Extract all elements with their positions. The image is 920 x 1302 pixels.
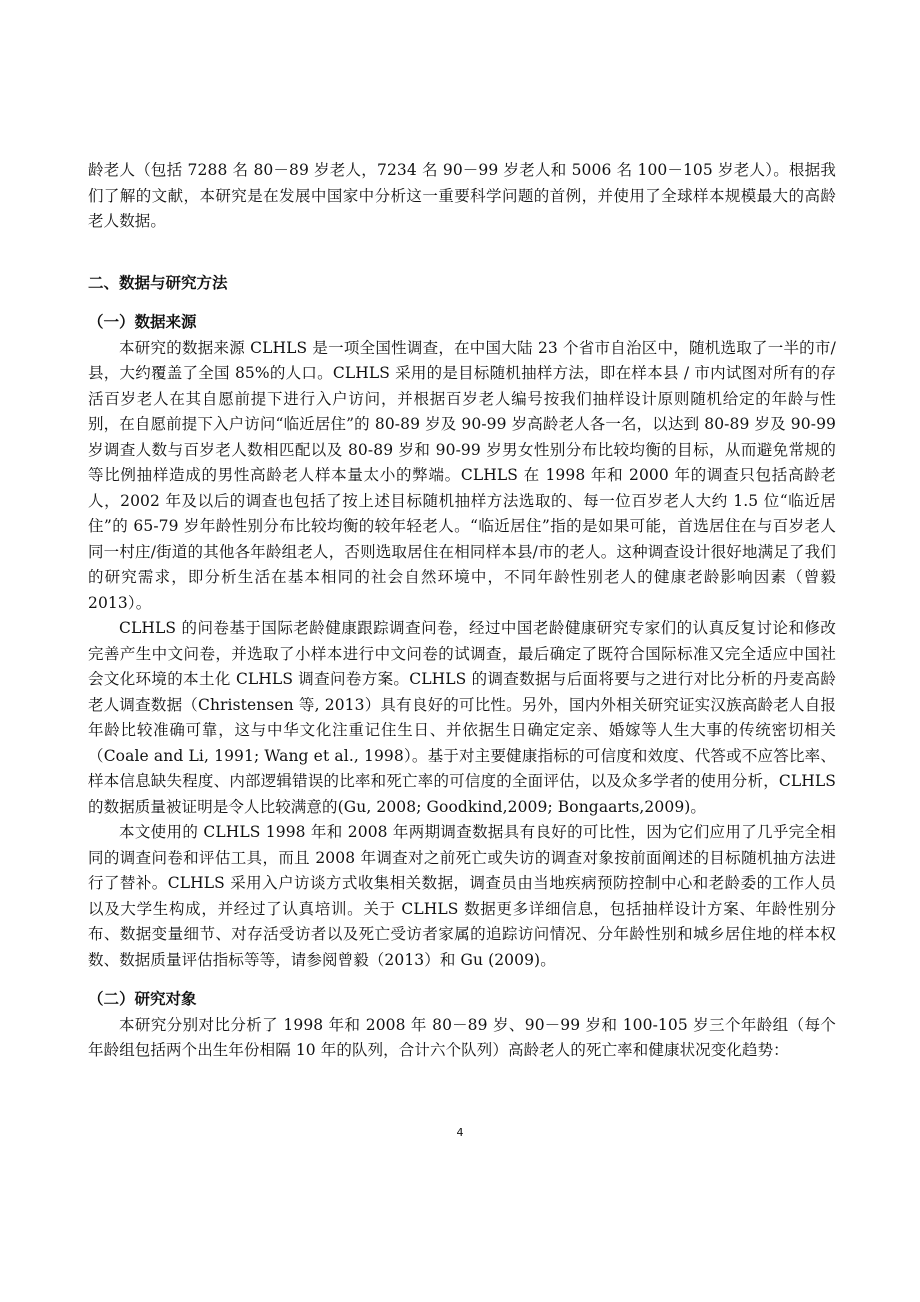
study-subjects-paragraph: 本研究分别对比分析了 1998 年和 2008 年 80－89 岁、90－99 岁和 100-105 岁三个年龄组（每个年龄组包括两个出生年份相隔 10 年的队列，合计六个队列）高龄老人的死亡率和健康状况变化趋势： xyxy=(88,1015,836,1059)
spacer xyxy=(88,235,836,271)
spacer xyxy=(88,973,836,987)
section-heading-data-and-methods: 二、数据与研究方法 xyxy=(88,273,228,292)
spacer xyxy=(88,296,836,310)
data-source-paragraph-3: 本文使用的 CLHLS 1998 年和 2008 年两期调查数据具有良好的可比性，因为它们应用了几乎完全相同的调查问卷和评估工具，而且 2008 年调查对之前死亡或失访的调查对象按前面阐述的目标随机抽方法进行了替补。CLHLS 采用入户访谈方式收集相关数据，调查员由当地疾病预防控制中心和老龄委的工作人员以及大学生构成，并经过了认真培训。关于 CLHLS 数据更多详细信息，包括抽样设计方案、年龄性别分布、数据变量细节、对存活受访者以及死亡受访者家属的追踪访问情况、分年龄性别和城乡居住地的样本权数、数据质量评估指标等等，请参阅曾毅（2013）和 Gu (2009)。 xyxy=(88,823,836,969)
subsection-heading-study-subjects: （二）研究对象 xyxy=(88,990,197,1008)
intro-paragraph: 龄老人（包括 7288 名 80－89 岁老人，7234 名 90－99 岁老人和 5006 名 100－105 岁老人）。根据我们了解的文献，本研究是在发展中国家中分析这一重要科学问题的首例，并使用了全球样本规模最大的高龄老人数据。 xyxy=(88,161,836,230)
page-number: 4 xyxy=(456,1126,464,1139)
page-content xyxy=(88,158,836,1064)
data-source-paragraph-1: 本研究的数据来源 CLHLS 是一项全国性调查，在中国大陆 23 个省市自治区中，随机选取了一半的市/县，大约覆盖了全国 85%的人口。CLHLS 采用的是目标随机抽样方法，即在样本县 / 市内试图对所有的存活百岁老人在其自愿前提下进行入户访问，并根据百岁老人编号按我们抽样设计原则随机给定的年龄与性别，在自愿前提下入户访问“临近居住”的 80-89 岁及 90-99 岁高龄老人各一名，以达到 80-89 岁及 90-99 岁调查人数与百岁老人数相匹配以及 80-89 岁和 90-99 岁男女性别分布比较均衡的目标，从而避免常规的等比例抽样造成的男性高龄老人样本量太小的弊端。CLHLS 在 1998 年和 2000 年的调查只包括高龄老人，2002 年及以后的调查也包括了按上述目标随机抽样方法选取的、每一位百岁老人大约 1.5 位“临近居住”的 65-79 岁年龄性别分布比较均衡的较年轻老人。“临近居住”指的是如果可能，首选居住在与百岁老人同一村庄/街道的其他各年龄组老人，否则选取居住在相同样本县/市的老人。这种调查设计很好地满足了我们的研究需求，即分析生活在基本相同的社会自然环境中，不同年龄性别老人的健康老龄影响因素（曾毅 2013）。 xyxy=(88,338,836,612)
subsection-heading-data-source: （一）数据来源 xyxy=(88,313,197,331)
data-source-paragraph-2: CLHLS 的问卷基于国际老龄健康跟踪调查问卷，经过中国老龄健康研究专家们的认真反复讨论和修改完善产生中文问卷，并选取了小样本进行中文问卷的试调查，最后确定了既符合国际标准又完全适应中国社会文化环境的本土化 CLHLS 调查问卷方案。CLHLS 的调查数据与后面将要与之进行对比分析的丹麦高龄老人调查数据（Christensen 等, 2013）具有良好的可比性。另外，国内外相关研究证实汉族高龄老人自报年龄比较准确可靠，这与中华文化注重记住生日、并依据生日确定定亲、婚嫁等人生大事的传统密切相关（Coale and Li, 1991; Wang et al., 1998）。基于对主要健康指标的可信度和效度、代答或不应答比率、样本信息缺失程度、内部逻辑错误的比率和死亡率的可信度的全面评估，以及众多学者的使用分析，CLHLS 的数据质量被证明是令人比较满意的(Gu, 2008; Goodkind,2009; Bongaarts,2009)。 xyxy=(88,619,836,816)
